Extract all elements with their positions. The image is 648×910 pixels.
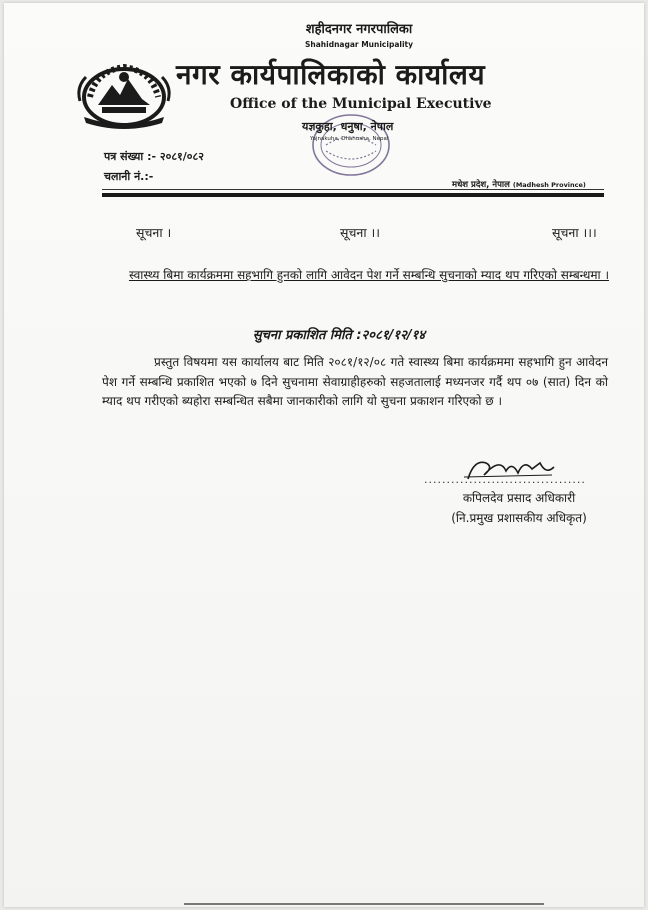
- header-rule-thin: [102, 189, 604, 190]
- reference-number: पत्र संख्या :- २०८१/०८२: [104, 150, 204, 163]
- notice-heading-2: सूचना ।।: [340, 225, 381, 240]
- signer-name: कपिलदेव प्रसाद अधिकारी: [462, 491, 576, 505]
- publication-date: सुचना प्रकाशित मिति :२०८१/१२/१४: [252, 328, 426, 343]
- province-en: (Madhesh Province): [512, 181, 586, 189]
- municipality-name-en: Shahidnagar Municipality: [305, 40, 413, 49]
- letter-page: [4, 3, 644, 907]
- municipality-emblem-icon: [76, 57, 172, 133]
- notice-subject: स्वास्थ्य बिमा कार्यक्रममा सहभागि हुनको लागि आवेदन पेश गर्ने सम्बन्धि सुचनाको म्याद थप गरिएको सम्बन्धमा ।: [128, 268, 610, 282]
- office-title-np: नगर कार्यपालिकाको कार्यालय: [176, 58, 486, 91]
- notice-heading-3: सूचना ।।।: [552, 225, 597, 240]
- notice-heading-1: सूचना ।: [136, 225, 172, 240]
- address-np: यज्ञकुहा, धनुषा, नेपाल: [302, 120, 394, 133]
- page-bottom-edge: [184, 903, 544, 905]
- office-title-en: Office of the Municipal Executive: [230, 96, 492, 112]
- province-np: मधेश प्रदेश, नेपाल: [452, 180, 510, 190]
- dispatch-number: चलानी नं.:-: [104, 170, 154, 183]
- signature-line: ....................................: [424, 473, 586, 486]
- header-rule-thick: [102, 193, 604, 197]
- signer-title: (नि.प्रमुख प्रशासकीय अधिकृत): [451, 511, 587, 525]
- address-en: Yajnakuha, Dhanusha, Nepal: [310, 136, 389, 142]
- notice-body: प्रस्तुत विषयमा यस कार्यालय बाट मिति २०८१/१२/०८ गते स्वास्थ्य बिमा कार्यक्रममा सहभागि हुन आवेदन पेश गर्ने सम्बन्धि प्रकाशित भएको ७ दिने सुचनामा सेवाग्राहीहरुको सहजतालाई मध्यनजर गर्दै थप ०७ (सात) दिन को म्याद थप गरीएको ब्यहोरा सम्बन्धित सबैमा जानकारीको लागि यो सुचना प्रकाशन गरिएको छ ।: [102, 355, 608, 408]
- municipality-name-np: शहीदनगर नगरपालिका: [305, 22, 413, 37]
